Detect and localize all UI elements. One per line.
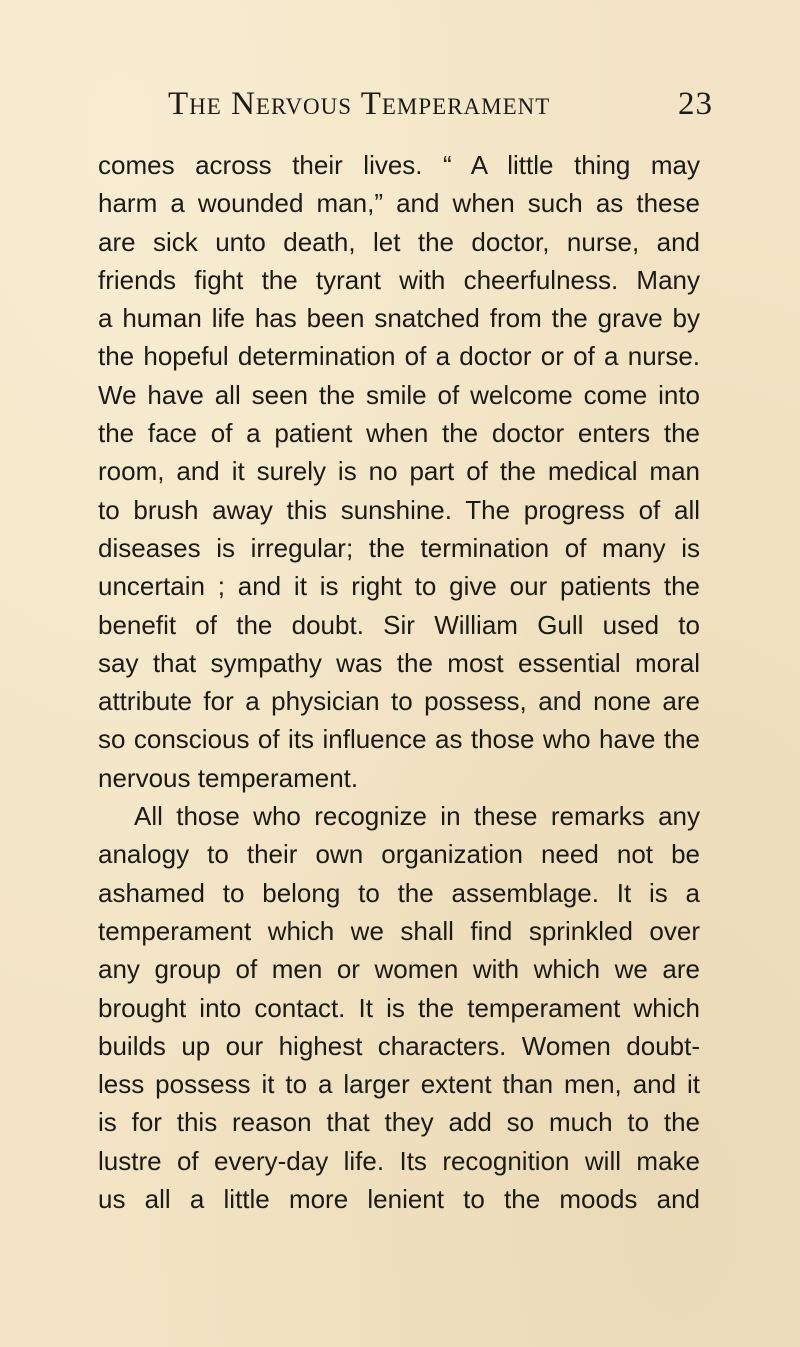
running-title: The Nervous Temperament <box>168 86 551 122</box>
paragraph-start-line: All those who recognize in these remarks any <box>134 801 700 832</box>
body-text <box>98 146 700 1218</box>
text-line: the face of a patient when the doctor enters the <box>98 418 700 449</box>
text-line: ashamed to belong to the assemblage. It is a <box>98 877 700 908</box>
text-line: say that sympathy was the most essential moral <box>98 647 700 678</box>
text-line: a human life has been snatched from the grave by <box>98 303 700 334</box>
text-line: us all a little more lenient to the moods and <box>98 1184 700 1215</box>
text-line: temperament which we shall find sprinkled over <box>98 915 700 946</box>
text-line: friends fight the tyrant with cheerfulness. Many <box>98 264 700 295</box>
text-line: diseases is irregular; the termination of many is <box>98 532 700 563</box>
text-line: lustre of every-day life. Its recognition will make <box>98 1145 700 1176</box>
text-line: brought into contact. It is the temperament which <box>98 992 700 1023</box>
running-head <box>168 86 713 126</box>
text-line: uncertain ; and it is right to give our patients the <box>98 571 700 602</box>
page-number: 23 <box>678 86 713 122</box>
text-line: attribute for a physician to possess, and none are <box>98 686 700 717</box>
text-line: comes across their lives. “ A little thing may <box>98 150 700 180</box>
text-line: the hopeful determination of a doctor or of a nurse. <box>98 341 700 372</box>
text-line: analogy to their own organization need not be <box>98 839 700 870</box>
text-line: to brush away this sunshine. The progress of all <box>98 494 700 525</box>
text-line: less possess it to a larger extent than men, and it <box>98 1069 700 1100</box>
text-line: benefit of the doubt. Sir William Gull used to <box>98 609 700 640</box>
text-line: any group of men or women with which we are <box>98 954 700 985</box>
text-line: harm a wounded man,” and when such as these <box>98 188 700 219</box>
text-line: so conscious of its influence as those who have the <box>98 724 700 755</box>
paragraph-end-line: nervous temperament. <box>98 762 359 793</box>
text-line: builds up our highest characters. Women doubt- <box>98 1030 700 1061</box>
text-line: We have all seen the smile of welcome come into <box>98 379 700 410</box>
text-line: is for this reason that they add so much to the <box>98 1107 700 1138</box>
text-line: room, and it surely is no part of the medical man <box>98 456 700 487</box>
text-line: are sick unto death, let the doctor, nurse, and <box>98 226 700 257</box>
